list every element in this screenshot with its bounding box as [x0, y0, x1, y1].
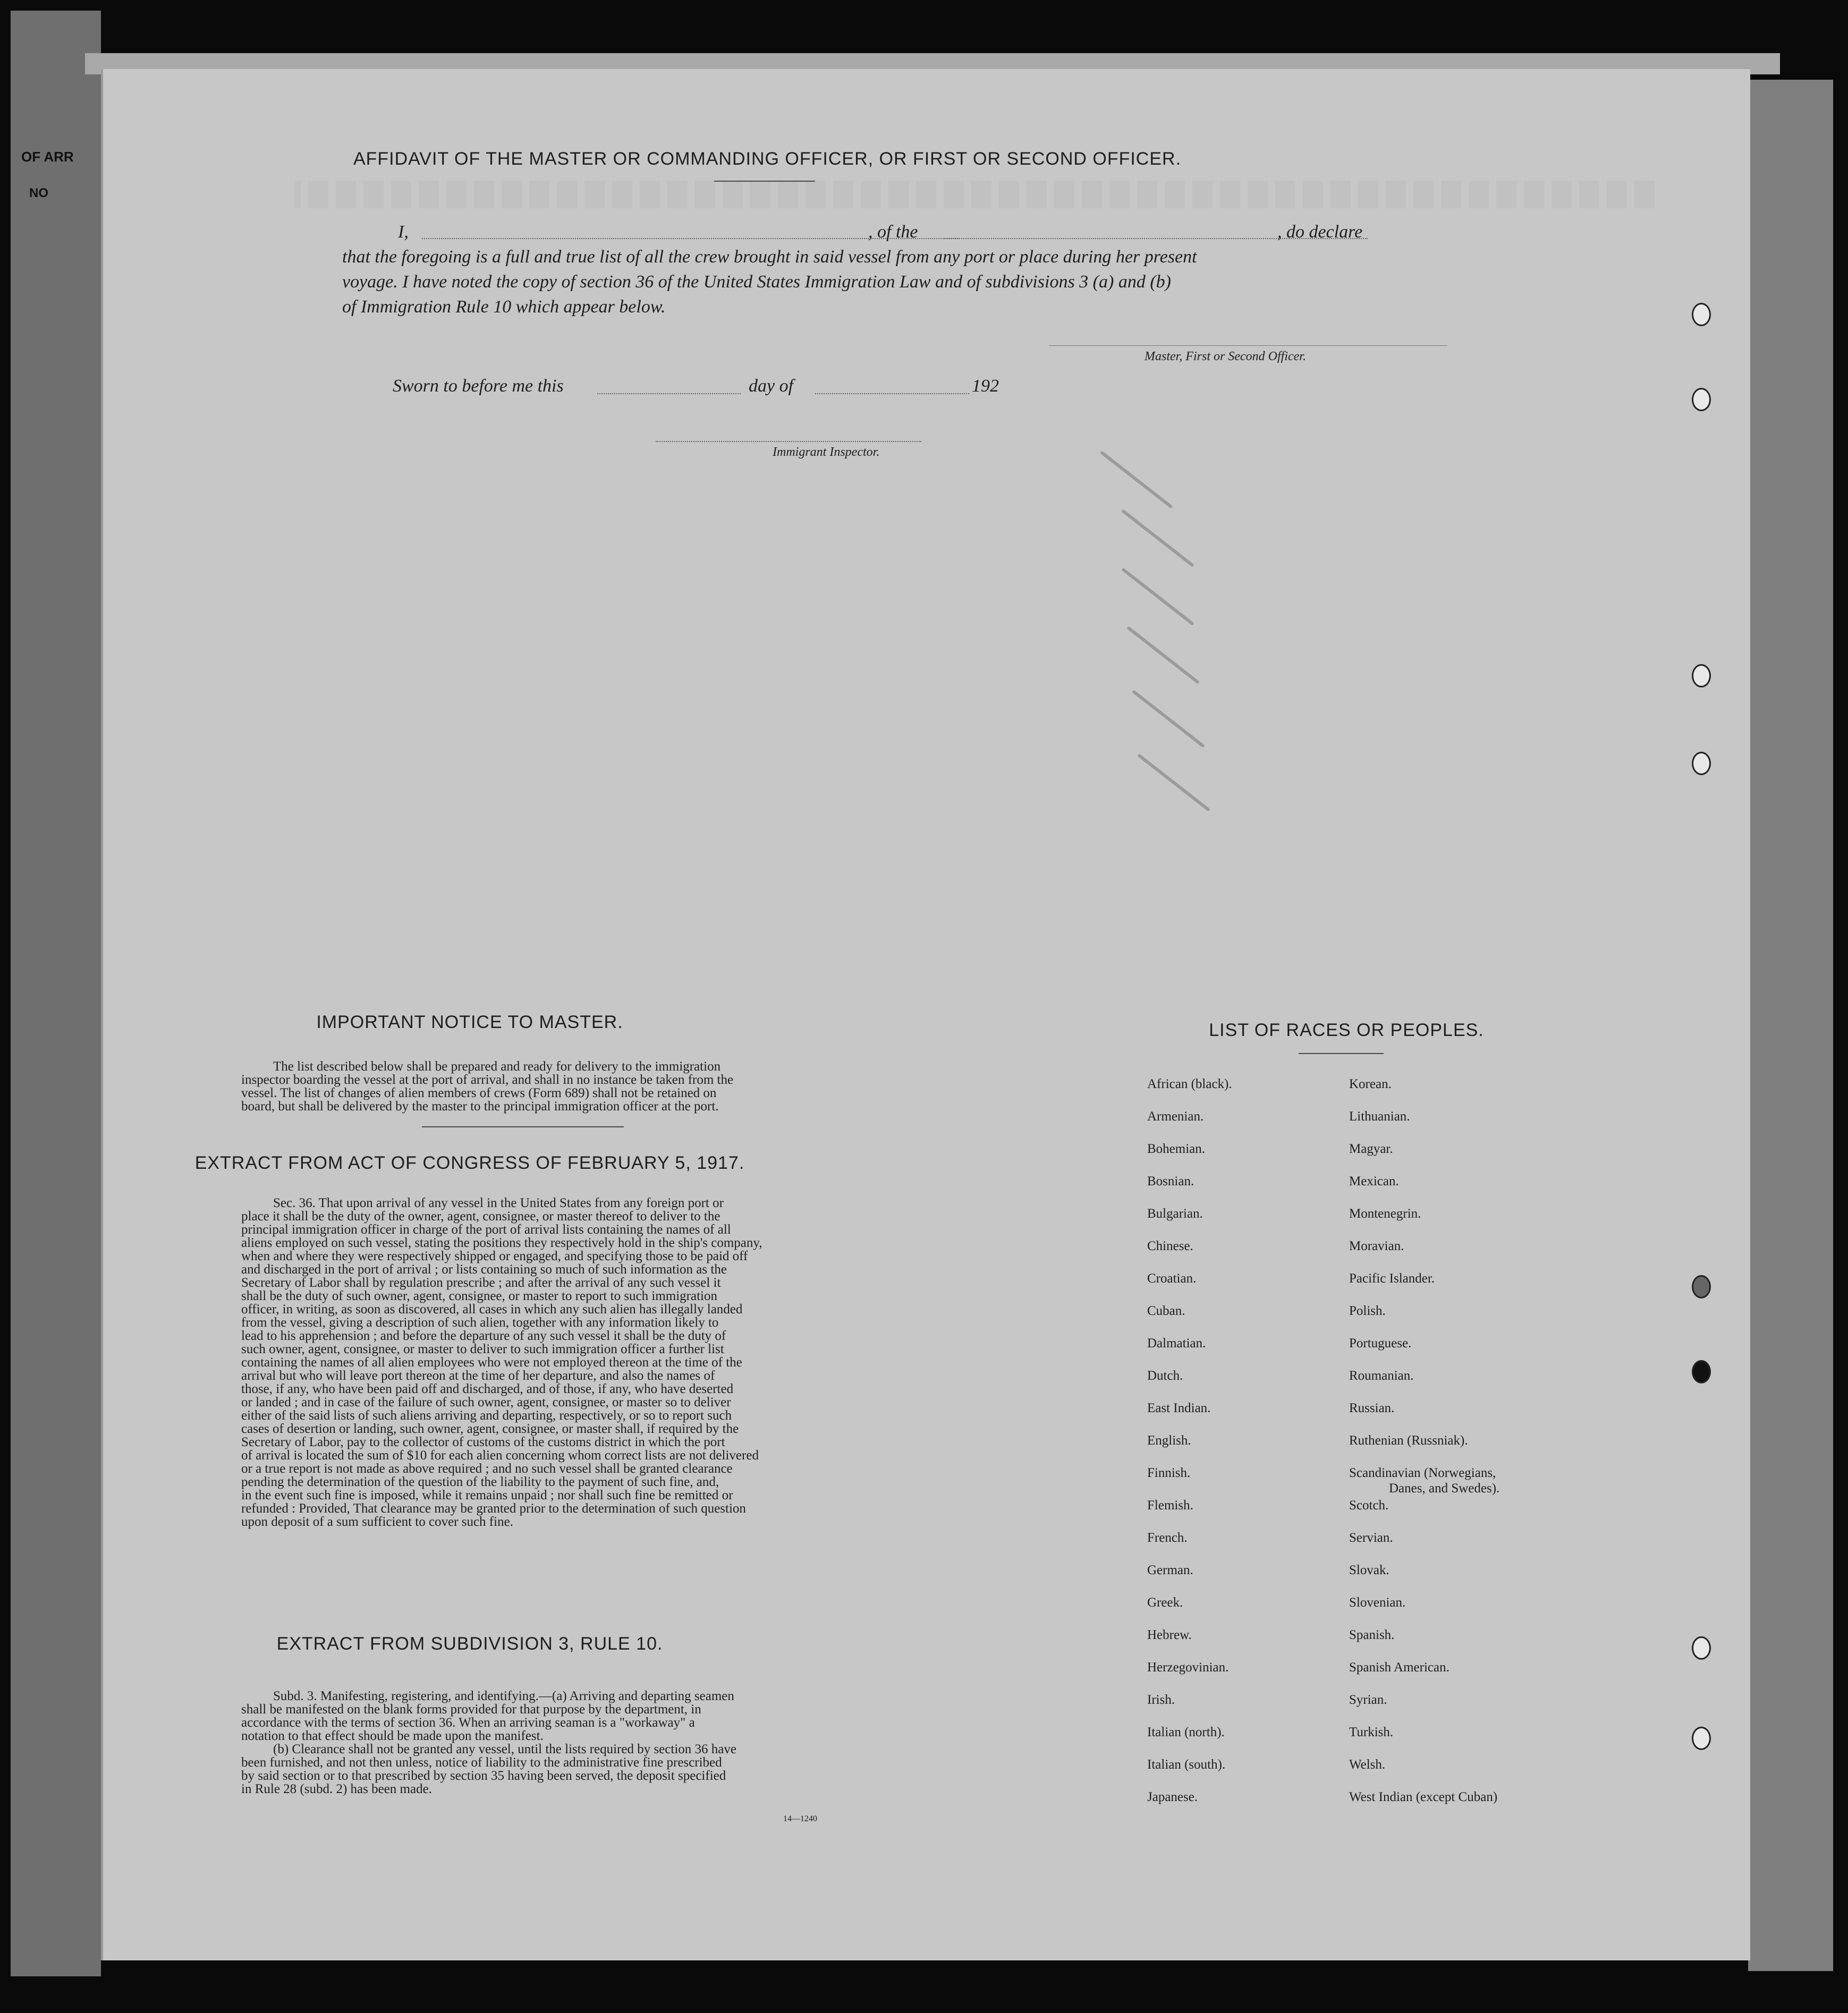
- race-item: Hebrew.: [1147, 1628, 1192, 1642]
- race-item: Cuban.: [1147, 1304, 1185, 1318]
- race-item: Magyar.: [1349, 1142, 1393, 1156]
- sworn-year: 192: [972, 376, 999, 396]
- act-line: lead to his apprehension ; and before the departure of any such vessel it shall be the duty of: [241, 1329, 726, 1343]
- notice-line: board, but shall be delivered by the master to the principal immigration officer at the port.: [241, 1099, 719, 1114]
- rule-line: notation to that effect should be made upon the manifest.: [241, 1729, 544, 1743]
- race-item: Irish.: [1147, 1693, 1175, 1707]
- act-line: or landed ; and in case of the failure of such owner, agent, consignee, or master so to deliver: [241, 1395, 731, 1409]
- back-sheet-right: [1748, 80, 1833, 1971]
- affidavit-heading: AFFIDAVIT OF THE MASTER OR COMMANDING OFFICER, OR FIRST OR SECOND OFFICER.: [353, 149, 1182, 169]
- sworn-day-of: day of: [749, 376, 794, 396]
- race-item: Welsh.: [1349, 1757, 1386, 1772]
- punch-hole: [1692, 1360, 1711, 1383]
- edge-fragment-2: NO: [29, 186, 48, 200]
- race-item: Bulgarian.: [1147, 1207, 1203, 1221]
- race-item: Montenegrin.: [1349, 1207, 1421, 1221]
- race-item: Croatian.: [1147, 1271, 1197, 1286]
- act-line: or a true report is not made as above required ; and no such vessel shall be granted clearance: [241, 1462, 733, 1476]
- race-item-continuation: Danes, and Swedes).: [1389, 1481, 1500, 1496]
- act-line: aliens employed on such vessel, stating the positions they respectively hold in the ship's company,: [241, 1236, 762, 1250]
- punch-hole: [1692, 752, 1711, 775]
- punch-hole: [1692, 388, 1711, 411]
- act-line: arrival but who will leave port thereon at the time of her departure, and also the names of: [241, 1369, 715, 1383]
- race-item: Mexican.: [1349, 1174, 1399, 1188]
- pen-stroke: [1100, 451, 1173, 508]
- heading-rule: [714, 181, 815, 182]
- act-line: shall be the duty of such owner, agent, consignee, or master to report to such immigration: [241, 1289, 717, 1303]
- sworn-month-field[interactable]: [815, 393, 969, 394]
- notice-line: inspector boarding the vessel at the port of arrival, and shall in no instance be taken from the: [241, 1073, 734, 1087]
- race-item: Italian (south).: [1147, 1757, 1226, 1772]
- pen-stroke: [1132, 690, 1205, 748]
- act-line: containing the names of all alien employees who were not employed thereon at the time of the: [241, 1355, 742, 1370]
- act-line: from the vessel, giving a description of such alien, together with any information likely to: [241, 1315, 719, 1330]
- manifest-page: [101, 69, 1750, 1960]
- race-item: Finnish.: [1147, 1466, 1191, 1480]
- race-item: Dutch.: [1147, 1369, 1183, 1383]
- races-rule: [1299, 1053, 1384, 1054]
- race-item: Greek.: [1147, 1595, 1183, 1610]
- punch-hole: [1692, 664, 1711, 687]
- act-line: officer, in writing, as soon as discovered, all cases in which any such alien has illegally landed: [241, 1302, 743, 1316]
- act-line: such owner, agent, consignee, or master to deliver to such immigration officer a further list: [241, 1342, 724, 1356]
- officer-signature-line[interactable]: [1049, 345, 1447, 346]
- rule-body: [241, 1689, 852, 1796]
- race-item: Russian.: [1349, 1401, 1395, 1415]
- race-item: Roumanian.: [1349, 1369, 1414, 1383]
- act-line: in the event such fine is imposed, while it remains unpaid ; nor shall such fine be remitted or: [241, 1488, 733, 1502]
- punch-hole: [1692, 1727, 1711, 1750]
- race-item: Herzegovinian.: [1147, 1660, 1229, 1675]
- race-item: West Indian (except Cuban): [1349, 1790, 1498, 1804]
- notice-body: [241, 1060, 852, 1113]
- form-number: 14—1240: [783, 1814, 817, 1823]
- rule-line: by said section or to that prescribed by section 35 having been served, the deposit specified: [241, 1769, 726, 1783]
- race-item: Pacific Islander.: [1349, 1271, 1435, 1286]
- act-line: refunded : Provided, That clearance may be granted prior to the determination of such question: [241, 1501, 746, 1516]
- officer-caption: Master, First or Second Officer.: [1145, 350, 1306, 363]
- rule-line: shall be manifested on the blank forms provided for that purpose by the department, in: [241, 1702, 701, 1717]
- race-item: Servian.: [1349, 1531, 1393, 1545]
- race-item: German.: [1147, 1563, 1193, 1577]
- race-item: Turkish.: [1349, 1725, 1394, 1739]
- declaration-line-3: voyage. I have noted the copy of section 36 of the United States Immigration Law and of subdivisions 3 (a) and (b): [342, 272, 1171, 292]
- declaration-do-declare: , do declare: [1277, 222, 1363, 242]
- act-line: Sec. 36. That upon arrival of any vessel in the United States from any foreign port or: [273, 1196, 724, 1210]
- race-item: Spanish.: [1349, 1628, 1395, 1642]
- race-item: Chinese.: [1147, 1239, 1193, 1253]
- act-line: and discharged in the port of arrival ; or lists containing so much of such information as the: [241, 1262, 727, 1277]
- race-item: Polish.: [1349, 1304, 1386, 1318]
- race-item: Dalmatian.: [1147, 1336, 1206, 1351]
- act-line: either of the said lists of such aliens arriving and departing, respectively, or so to report such: [241, 1408, 732, 1423]
- race-item: Spanish American.: [1349, 1660, 1449, 1675]
- section-rule: [422, 1126, 624, 1127]
- rule-line: (b) Clearance shall not be granted any vessel, until the lists required by section 36 have: [273, 1742, 736, 1756]
- act-line: when and where they were respectively shipped or engaged, and specifying those to be paid off: [241, 1249, 748, 1263]
- rule-line: in Rule 28 (subd. 2) has been made.: [241, 1782, 432, 1796]
- race-item: Lithuanian.: [1349, 1109, 1410, 1124]
- inspector-signature-line[interactable]: [656, 441, 921, 442]
- bleed-through-header: [294, 181, 1655, 208]
- punch-hole: [1692, 1636, 1711, 1660]
- act-line: place it shall be the duty of the owner, agent, consignee, or master thereof to deliver to the: [241, 1209, 720, 1224]
- pen-stroke: [1121, 509, 1194, 567]
- sworn-day-field[interactable]: [597, 393, 741, 394]
- pen-stroke: [1121, 567, 1194, 625]
- race-item: East Indian.: [1147, 1401, 1211, 1415]
- race-item: French.: [1147, 1531, 1188, 1545]
- rule-heading: EXTRACT FROM SUBDIVISION 3, RULE 10.: [276, 1634, 663, 1654]
- race-item: Ruthenian (Russniak).: [1349, 1433, 1468, 1448]
- race-item: Bohemian.: [1147, 1142, 1206, 1156]
- rule-line: been furnished, and not then unless, notice of liability to the administrative fine prescribed: [241, 1755, 722, 1770]
- pen-stroke: [1126, 626, 1200, 684]
- notice-heading: IMPORTANT NOTICE TO MASTER.: [316, 1012, 623, 1032]
- act-line: upon deposit of a sum sufficient to cover such fine.: [241, 1515, 513, 1529]
- inspector-caption: Immigrant Inspector.: [773, 445, 880, 459]
- race-item: Armenian.: [1147, 1109, 1204, 1124]
- act-line: those, if any, who have been paid off and discharged, and of those, if any, who have deserted: [241, 1382, 734, 1396]
- declaration-of-the: , of the: [868, 222, 918, 242]
- act-body: [241, 1196, 852, 1528]
- act-heading: EXTRACT FROM ACT OF CONGRESS OF FEBRUARY 5, 1917.: [194, 1153, 745, 1173]
- notice-line: vessel. The list of changes of alien members of crews (Form 689) shall not be retained on: [241, 1086, 717, 1100]
- declaration-line-2: that the foregoing is a full and true list of all the crew brought in said vessel from any port or place during her present: [342, 247, 1197, 267]
- act-line: of arrival is located the sum of $10 for each alien concerning whom correct lists are not delivered: [241, 1448, 759, 1463]
- back-sheet-left: [11, 11, 101, 1976]
- act-line: cases of desertion or landing, such owner, agent, consignee, or master shall, if required by the: [241, 1422, 739, 1436]
- race-item: English.: [1147, 1433, 1191, 1448]
- act-line: pending the determination of the question of the liability to the payment of such fine, and,: [241, 1475, 719, 1489]
- race-item: Korean.: [1349, 1077, 1392, 1091]
- sworn-label: Sworn to before me this: [393, 376, 564, 396]
- notice-line: The list described below shall be prepared and ready for delivery to the immigration: [273, 1059, 721, 1074]
- race-item: Scotch.: [1349, 1498, 1389, 1513]
- act-line: Secretary of Labor, pay to the collector of customs of the customs district in which the port: [241, 1435, 725, 1449]
- punch-hole: [1692, 303, 1711, 326]
- race-item: Bosnian.: [1147, 1174, 1194, 1188]
- race-item: Portuguese.: [1349, 1336, 1412, 1351]
- rule-line: Subd. 3. Manifesting, registering, and identifying.—(a) Arriving and departing seamen: [273, 1689, 734, 1703]
- act-line: Secretary of Labor shall by regulation prescribe ; and after the arrival of any such vessel it: [241, 1276, 721, 1290]
- race-item: African (black).: [1147, 1077, 1232, 1091]
- declaration-line-4: of Immigration Rule 10 which appear below.: [342, 297, 666, 317]
- declaration-i: I,: [398, 222, 409, 242]
- act-line: principal immigration officer in charge of the port of arrival lists containing the names of all: [241, 1222, 731, 1237]
- race-item: Japanese.: [1147, 1790, 1198, 1804]
- race-item: Syrian.: [1349, 1693, 1387, 1707]
- race-item: Slovenian.: [1349, 1595, 1406, 1610]
- punch-hole: [1692, 1275, 1711, 1298]
- pen-stroke: [1137, 753, 1210, 811]
- race-item: Italian (north).: [1147, 1725, 1225, 1739]
- race-item: Flemish.: [1147, 1498, 1193, 1513]
- rule-line: accordance with the terms of section 36. When an arriving seaman is a "workaway" a: [241, 1715, 695, 1730]
- races-heading: LIST OF RACES OR PEOPLES.: [1209, 1020, 1484, 1040]
- edge-fragment-1: OF ARR: [21, 149, 74, 165]
- race-item: Scandinavian (Norwegians,: [1349, 1466, 1496, 1480]
- race-item: Moravian.: [1349, 1239, 1404, 1253]
- race-item: Slovak.: [1349, 1563, 1389, 1577]
